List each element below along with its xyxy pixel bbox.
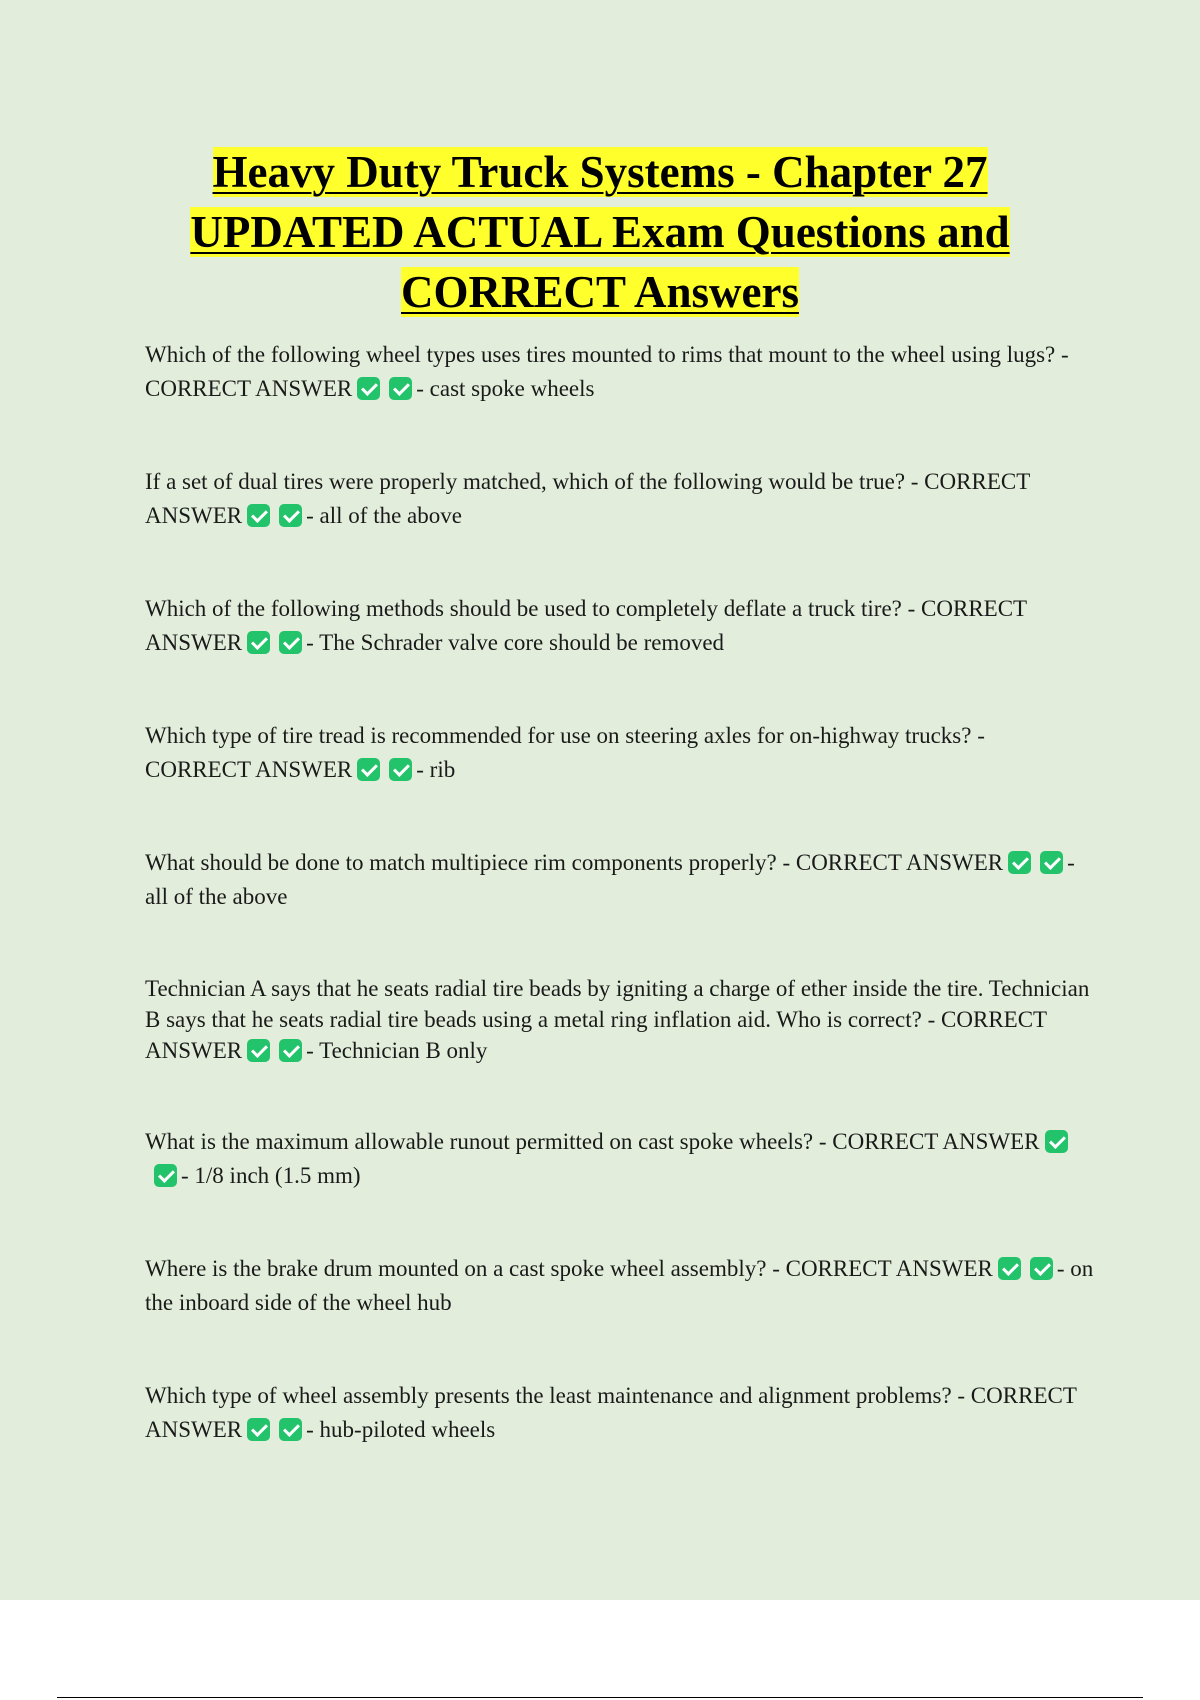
answer-text: on the inboard side of the wheel hub [145, 1256, 1094, 1315]
check-mark-icon [389, 758, 412, 781]
question-text: What should be done to match multipiece rim components properly? - CORRECT ANSWER [145, 850, 1004, 875]
document-title [60, 142, 1140, 322]
title-line: Heavy Duty Truck Systems - Chapter 27 [212, 147, 988, 197]
question-text: Technician A says that he seats radial tire beads by igniting a charge of ether inside the tire. Technician B says that he seats radial tire beads using a metal ring inflation aid. Who is correct? - CORRECT ANSWER [145, 976, 1090, 1063]
question-text: What is the maximum allowable runout permitted on cast spoke wheels? - CORRECT ANSWER [145, 1129, 1040, 1154]
answer-text: The Schrader valve core should be removed [319, 630, 725, 655]
answer-separator: - [416, 757, 424, 782]
check-mark-icon [247, 504, 270, 527]
answer-text: cast spoke wheels [429, 376, 595, 401]
check-mark-icon [154, 1164, 177, 1187]
answer-text: all of the above [145, 884, 288, 909]
question-text: Which type of tire tread is recommended for use on steering axles for on-highway trucks? - CORRECT ANSWER [145, 723, 985, 782]
answer-separator: - [416, 376, 424, 401]
check-mark-icon [1008, 851, 1031, 874]
qa-item [145, 1252, 1095, 1320]
qa-item [145, 973, 1095, 1066]
check-mark-icon [998, 1257, 1021, 1280]
qa-item [145, 1125, 1095, 1193]
answer-separator: - [306, 1417, 314, 1442]
answer-separator: - [1056, 1256, 1065, 1281]
check-mark-icon [357, 758, 380, 781]
footer-divider [57, 1697, 1143, 1698]
check-mark-icon [1030, 1257, 1053, 1280]
answer-text: all of the above [319, 503, 462, 528]
check-mark-icon [279, 1418, 302, 1441]
answer-text: rib [429, 757, 456, 782]
check-mark-icon [357, 377, 380, 400]
qa-item [145, 719, 1095, 787]
question-text: If a set of dual tires were properly matched, which of the following would be true? - CORRECT ANSWER [145, 469, 1030, 528]
qa-item [145, 846, 1095, 914]
question-text: Which of the following wheel types uses tires mounted to rims that mount to the wheel using lugs? - CORRECT ANSWER [145, 342, 1069, 401]
answer-separator: - [306, 503, 314, 528]
question-text: Which of the following methods should be used to completely deflate a truck tire? - CORRECT ANSWER [145, 596, 1027, 655]
check-mark-icon [247, 1418, 270, 1441]
qa-item [145, 592, 1095, 660]
check-mark-icon [247, 1039, 270, 1062]
check-mark-icon [1045, 1130, 1068, 1153]
question-text: Which type of wheel assembly presents the least maintenance and alignment problems? - CORRECT ANSWER [145, 1383, 1077, 1442]
check-mark-icon [279, 1039, 302, 1062]
check-mark-icon [389, 377, 412, 400]
qa-list [145, 338, 1095, 1506]
check-mark-icon [247, 631, 270, 654]
qa-item [145, 465, 1095, 533]
answer-separator: - [306, 630, 314, 655]
answer-text: Technician B only [319, 1038, 488, 1063]
answer-separator: - [181, 1163, 189, 1188]
qa-item [145, 338, 1095, 406]
title-line: UPDATED ACTUAL Exam Questions and [190, 207, 1010, 257]
answer-text: 1/8 inch (1.5 mm) [194, 1163, 361, 1188]
check-mark-icon [279, 631, 302, 654]
title-line: CORRECT Answers [401, 267, 799, 317]
qa-item [145, 1379, 1095, 1447]
answer-text: hub-piloted wheels [319, 1417, 496, 1442]
check-mark-icon [1040, 851, 1063, 874]
check-mark-icon [279, 504, 302, 527]
answer-separator: - [306, 1038, 314, 1063]
answer-separator: - [1067, 850, 1075, 875]
question-text: Where is the brake drum mounted on a cast spoke wheel assembly? - CORRECT ANSWER [145, 1256, 993, 1281]
